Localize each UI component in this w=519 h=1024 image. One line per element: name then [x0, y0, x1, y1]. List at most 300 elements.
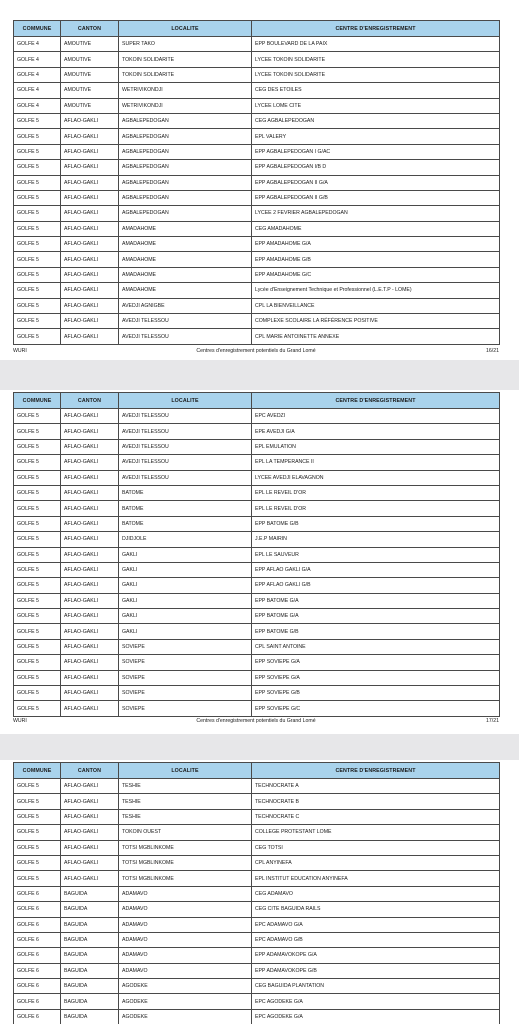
- cell-canton: AMOUTIVE: [61, 67, 119, 82]
- cell-centre: CEG TOTSI: [252, 840, 500, 855]
- table-row: [14, 485, 500, 500]
- cell-centre: EPP AMADAHOME G/B: [252, 252, 500, 267]
- cell-commune: GOLFE 4: [14, 83, 61, 98]
- cell-localite: ADAMAVO: [119, 932, 252, 947]
- table-row: [14, 701, 500, 716]
- cell-commune: GOLFE 5: [14, 686, 61, 701]
- table-row: [14, 314, 500, 329]
- cell-commune: GOLFE 5: [14, 639, 61, 654]
- cell-localite: TESHIE: [119, 809, 252, 824]
- cell-centre: COLLEGE PROTESTANT LOME: [252, 825, 500, 840]
- cell-canton: AFLAO-GAKLI: [61, 329, 119, 344]
- cell-centre: EPP AMADAHOME G/A: [252, 237, 500, 252]
- cell-commune: GOLFE 5: [14, 794, 61, 809]
- table-row: [14, 206, 500, 221]
- cell-canton: AFLAO-GAKLI: [61, 485, 119, 500]
- cell-localite: AGBALEPEDOGAN: [119, 190, 252, 205]
- table-row: [14, 409, 500, 424]
- cell-centre: EPL LE SAUVEUR: [252, 547, 500, 562]
- table-row: [14, 794, 500, 809]
- cell-centre: EPL INSTITUT EDUCATION ANYINEFA: [252, 871, 500, 886]
- cell-localite: ADAMAVO: [119, 886, 252, 901]
- cell-localite: AMADAHOME: [119, 252, 252, 267]
- cell-centre: EPL VALERY: [252, 129, 500, 144]
- table-row: [14, 871, 500, 886]
- cell-canton: AFLAO-GAKLI: [61, 470, 119, 485]
- table-row: [14, 237, 500, 252]
- page-footer: [13, 718, 499, 728]
- cell-localite: TESHIE: [119, 794, 252, 809]
- cell-localite: TESHIE: [119, 779, 252, 794]
- cell-canton: AFLAO-GAKLI: [61, 639, 119, 654]
- cell-canton: AFLAO-GAKLI: [61, 113, 119, 128]
- cell-centre: EPE AVEDJI G/A: [252, 424, 500, 439]
- table-row: [14, 532, 500, 547]
- cell-commune: GOLFE 5: [14, 825, 61, 840]
- cell-localite: GAKLI: [119, 609, 252, 624]
- cell-commune: GOLFE 5: [14, 670, 61, 685]
- cell-canton: AFLAO-GAKLI: [61, 190, 119, 205]
- table-row: [14, 298, 500, 313]
- cell-canton: AFLAO-GAKLI: [61, 237, 119, 252]
- table-row: [14, 917, 500, 932]
- footer-left: WURI: [13, 348, 27, 354]
- cell-localite: AVEDJI TELESSOU: [119, 424, 252, 439]
- cell-centre: CEG AMADAHOME: [252, 221, 500, 236]
- cell-canton: AFLAO-GAKLI: [61, 779, 119, 794]
- table-row: [14, 52, 500, 67]
- cell-localite: AVEDJI TELESSOU: [119, 314, 252, 329]
- footer-page-number: 17/21: [486, 718, 499, 724]
- cell-commune: GOLFE 4: [14, 98, 61, 113]
- cell-canton: AFLAO-GAKLI: [61, 670, 119, 685]
- cell-canton: AFLAO-GAKLI: [61, 655, 119, 670]
- cell-centre: EPP BATOME G/B: [252, 516, 500, 531]
- cell-localite: AVEDJI TELESSOU: [119, 409, 252, 424]
- table-row: [14, 948, 500, 963]
- table-row: [14, 175, 500, 190]
- footer-left: WURI: [13, 718, 27, 724]
- cell-commune: GOLFE 5: [14, 624, 61, 639]
- table-row: [14, 609, 500, 624]
- cell-commune: GOLFE 5: [14, 237, 61, 252]
- cell-centre: CEG AGBALEPEDOGAN: [252, 113, 500, 128]
- cell-canton: AFLAO-GAKLI: [61, 516, 119, 531]
- cell-centre: EPL LE REVEIL D'OR: [252, 485, 500, 500]
- table-row: [14, 329, 500, 344]
- cell-canton: AMOUTIVE: [61, 98, 119, 113]
- table-header-row: [14, 393, 500, 409]
- cell-canton: AFLAO-GAKLI: [61, 144, 119, 159]
- cell-canton: AFLAO-GAKLI: [61, 298, 119, 313]
- cell-centre: EPL EMULATION: [252, 439, 500, 454]
- cell-centre: TECHNOCRATE B: [252, 794, 500, 809]
- table-row: [14, 98, 500, 113]
- cell-centre: LYCEE LOME CITE: [252, 98, 500, 113]
- cell-commune: GOLFE 5: [14, 267, 61, 282]
- cell-commune: GOLFE 5: [14, 206, 61, 221]
- cell-commune: GOLFE 5: [14, 516, 61, 531]
- document-page-16: [0, 0, 519, 360]
- cell-localite: WETRIVIKONDJI: [119, 83, 252, 98]
- cell-canton: AFLAO-GAKLI: [61, 409, 119, 424]
- table-row: [14, 562, 500, 577]
- header-canton: CANTON: [61, 393, 119, 409]
- cell-commune: GOLFE 5: [14, 485, 61, 500]
- cell-commune: GOLFE 5: [14, 501, 61, 516]
- cell-canton: AFLAO-GAKLI: [61, 562, 119, 577]
- cell-commune: GOLFE 5: [14, 779, 61, 794]
- cell-commune: GOLFE 5: [14, 283, 61, 298]
- header-localite: LOCALITE: [119, 21, 252, 37]
- table-row: [14, 129, 500, 144]
- cell-localite: TOKOIN SOLIDARITE: [119, 52, 252, 67]
- cell-centre: EPC AVEDZI: [252, 409, 500, 424]
- cell-canton: AFLAO-GAKLI: [61, 593, 119, 608]
- footer-title: Centres d'enregistrement potentiels du Grand Lomé: [196, 718, 316, 724]
- cell-localite: GAKLI: [119, 593, 252, 608]
- cell-commune: GOLFE 5: [14, 113, 61, 128]
- cell-centre: EPC AGODEKE G/A: [252, 994, 500, 1009]
- cell-centre: COMPLEXE SCOLAIRE LA RÉFÉRENCE POSITIVE: [252, 314, 500, 329]
- header-centre: CENTRE D'ENREGISTREMENT: [252, 393, 500, 409]
- table-row: [14, 840, 500, 855]
- cell-canton: AFLAO-GAKLI: [61, 129, 119, 144]
- cell-commune: GOLFE 4: [14, 37, 61, 52]
- cell-localite: SOVIEPE: [119, 670, 252, 685]
- cell-canton: AFLAO-GAKLI: [61, 314, 119, 329]
- cell-centre: EPP BATOME G/B: [252, 624, 500, 639]
- cell-canton: AMOUTIVE: [61, 52, 119, 67]
- cell-commune: GOLFE 5: [14, 562, 61, 577]
- cell-localite: AGBALEPEDOGAN: [119, 144, 252, 159]
- header-localite: LOCALITE: [119, 393, 252, 409]
- cell-canton: BAGUIDA: [61, 932, 119, 947]
- cell-commune: GOLFE 5: [14, 593, 61, 608]
- cell-canton: BAGUIDA: [61, 886, 119, 901]
- cell-centre: EPP ADAMAVOKOPE G/B: [252, 963, 500, 978]
- cell-canton: AFLAO-GAKLI: [61, 175, 119, 190]
- cell-localite: AVEDJI TELESSOU: [119, 455, 252, 470]
- table-row: [14, 994, 500, 1009]
- cell-commune: GOLFE 5: [14, 470, 61, 485]
- table-row: [14, 578, 500, 593]
- cell-localite: AVEDJI TELESSOU: [119, 329, 252, 344]
- table-row: [14, 283, 500, 298]
- cell-centre: EPL LE REVEIL D'OR: [252, 501, 500, 516]
- cell-commune: GOLFE 6: [14, 994, 61, 1009]
- cell-commune: GOLFE 6: [14, 979, 61, 994]
- cell-localite: AMADAHOME: [119, 283, 252, 298]
- table-row: [14, 501, 500, 516]
- table-row: [14, 190, 500, 205]
- registration-table: [13, 762, 500, 1024]
- table-row: [14, 639, 500, 654]
- cell-centre: EPP SOVIEPE G/C: [252, 701, 500, 716]
- table-header-row: [14, 763, 500, 779]
- cell-localite: SOVIEPE: [119, 639, 252, 654]
- cell-localite: SOVIEPE: [119, 686, 252, 701]
- cell-centre: EPP BOULEVARD DE LA PAIX: [252, 37, 500, 52]
- cell-localite: TOKOIN SOLIDARITE: [119, 67, 252, 82]
- cell-centre: TECHNOCRATE C: [252, 809, 500, 824]
- table-row: [14, 886, 500, 901]
- header-localite: LOCALITE: [119, 763, 252, 779]
- cell-localite: AGBALEPEDOGAN: [119, 206, 252, 221]
- table-row: [14, 593, 500, 608]
- cell-centre: CPL LA BIENVEILLANCE: [252, 298, 500, 313]
- table-row: [14, 424, 500, 439]
- cell-localite: GAKLI: [119, 578, 252, 593]
- registration-table: [13, 392, 500, 717]
- cell-commune: GOLFE 6: [14, 948, 61, 963]
- cell-centre: CPL MARIE ANTOINETTE ANNEXE: [252, 329, 500, 344]
- cell-localite: AMADAHOME: [119, 221, 252, 236]
- cell-localite: GAKLI: [119, 562, 252, 577]
- cell-centre: LYCEE TOKOIN SOLIDARITE: [252, 52, 500, 67]
- cell-canton: AFLAO-GAKLI: [61, 252, 119, 267]
- cell-localite: AVEDJI AGNIGBE: [119, 298, 252, 313]
- header-canton: CANTON: [61, 21, 119, 37]
- cell-localite: ADAMAVO: [119, 902, 252, 917]
- table-row: [14, 547, 500, 562]
- cell-localite: BATOME: [119, 516, 252, 531]
- cell-centre: EPP SOVIEPE G/A: [252, 655, 500, 670]
- cell-canton: AFLAO-GAKLI: [61, 825, 119, 840]
- registration-table: [13, 20, 500, 345]
- cell-centre: LYCEE TOKOIN SOLIDARITE: [252, 67, 500, 82]
- table-row: [14, 37, 500, 52]
- cell-centre: EPP SOVIEPE G/B: [252, 686, 500, 701]
- cell-centre: LYCEE 2 FEVRIER AGBALEPEDOGAN: [252, 206, 500, 221]
- cell-centre: EPP ADAMAVOKOPE G/A: [252, 948, 500, 963]
- cell-canton: AFLAO-GAKLI: [61, 794, 119, 809]
- cell-commune: GOLFE 5: [14, 314, 61, 329]
- table-row: [14, 809, 500, 824]
- table-row: [14, 855, 500, 870]
- table-row: [14, 825, 500, 840]
- header-commune: COMMUNE: [14, 393, 61, 409]
- table-row: [14, 455, 500, 470]
- document-page-17: [0, 390, 519, 734]
- cell-canton: AFLAO-GAKLI: [61, 532, 119, 547]
- cell-canton: AFLAO-GAKLI: [61, 221, 119, 236]
- cell-localite: SOVIEPE: [119, 655, 252, 670]
- cell-localite: ADAMAVO: [119, 948, 252, 963]
- cell-centre: EPP BATOME G/A: [252, 609, 500, 624]
- cell-localite: GAKLI: [119, 547, 252, 562]
- cell-localite: AMADAHOME: [119, 267, 252, 282]
- cell-canton: AFLAO-GAKLI: [61, 424, 119, 439]
- cell-canton: AFLAO-GAKLI: [61, 547, 119, 562]
- cell-commune: GOLFE 5: [14, 701, 61, 716]
- cell-commune: GOLFE 5: [14, 578, 61, 593]
- cell-localite: ADAMAVO: [119, 963, 252, 978]
- cell-centre: EPC AGODEKE G/A: [252, 1009, 500, 1024]
- cell-commune: GOLFE 5: [14, 298, 61, 313]
- table-row: [14, 902, 500, 917]
- footer-page-number: 16/21: [486, 348, 499, 354]
- cell-canton: AFLAO-GAKLI: [61, 455, 119, 470]
- table-row: [14, 1009, 500, 1024]
- cell-canton: AFLAO-GAKLI: [61, 160, 119, 175]
- cell-canton: AFLAO-GAKLI: [61, 439, 119, 454]
- cell-centre: EPP AGBALEPEDOGAN II G/B: [252, 190, 500, 205]
- cell-canton: AFLAO-GAKLI: [61, 840, 119, 855]
- cell-localite: AGBALEPEDOGAN: [119, 160, 252, 175]
- page-separator: [0, 734, 519, 760]
- cell-centre: EPP SOVIEPE G/A: [252, 670, 500, 685]
- cell-centre: EPL LA TEMPERANCE II: [252, 455, 500, 470]
- cell-localite: AGODEKE: [119, 994, 252, 1009]
- document-page-18: [0, 760, 519, 1024]
- cell-localite: ADAMAVO: [119, 917, 252, 932]
- cell-commune: GOLFE 4: [14, 67, 61, 82]
- cell-centre: Lycée d'Enseignement Technique et Professionnel (L.E.T.P - LOME): [252, 283, 500, 298]
- table-row: [14, 144, 500, 159]
- cell-canton: AMOUTIVE: [61, 37, 119, 52]
- cell-commune: GOLFE 5: [14, 655, 61, 670]
- table-row: [14, 83, 500, 98]
- cell-commune: GOLFE 6: [14, 917, 61, 932]
- table-row: [14, 779, 500, 794]
- cell-localite: AGODEKE: [119, 1009, 252, 1024]
- cell-centre: EPP AGBALEPEDOGAN I/B D: [252, 160, 500, 175]
- cell-commune: GOLFE 5: [14, 609, 61, 624]
- cell-canton: AMOUTIVE: [61, 83, 119, 98]
- table-row: [14, 516, 500, 531]
- cell-localite: SOVIEPE: [119, 701, 252, 716]
- header-commune: COMMUNE: [14, 763, 61, 779]
- table-row: [14, 67, 500, 82]
- cell-centre: EPP AFLAO GAKLI G/B: [252, 578, 500, 593]
- cell-canton: AFLAO-GAKLI: [61, 578, 119, 593]
- cell-commune: GOLFE 5: [14, 871, 61, 886]
- cell-commune: GOLFE 5: [14, 160, 61, 175]
- cell-commune: GOLFE 5: [14, 532, 61, 547]
- cell-canton: AFLAO-GAKLI: [61, 809, 119, 824]
- cell-localite: BATOME: [119, 485, 252, 500]
- table-row: [14, 963, 500, 978]
- cell-centre: CPL SAINT ANTOINE: [252, 639, 500, 654]
- cell-commune: GOLFE 5: [14, 329, 61, 344]
- cell-centre: EPC ADAMAVO G/A: [252, 917, 500, 932]
- cell-centre: CEG ADAMAVO: [252, 886, 500, 901]
- cell-canton: BAGUIDA: [61, 1009, 119, 1024]
- cell-centre: EPP AMADAHOME G/C: [252, 267, 500, 282]
- cell-localite: AGBALEPEDOGAN: [119, 129, 252, 144]
- cell-commune: GOLFE 5: [14, 252, 61, 267]
- cell-commune: GOLFE 5: [14, 547, 61, 562]
- cell-centre: CPL ANYINEFA: [252, 855, 500, 870]
- cell-centre: CEG CITE BAGUIDA RAILS: [252, 902, 500, 917]
- header-commune: COMMUNE: [14, 21, 61, 37]
- cell-canton: AFLAO-GAKLI: [61, 855, 119, 870]
- cell-commune: GOLFE 5: [14, 424, 61, 439]
- table-row: [14, 267, 500, 282]
- cell-centre: CEG DES ETOILES: [252, 83, 500, 98]
- cell-localite: AVEDJI TELESSOU: [119, 470, 252, 485]
- cell-canton: BAGUIDA: [61, 994, 119, 1009]
- table-row: [14, 252, 500, 267]
- cell-commune: GOLFE 6: [14, 963, 61, 978]
- table-header-row: [14, 21, 500, 37]
- cell-commune: GOLFE 5: [14, 840, 61, 855]
- cell-localite: BATOME: [119, 501, 252, 516]
- cell-localite: AGBALEPEDOGAN: [119, 113, 252, 128]
- table-row: [14, 160, 500, 175]
- cell-localite: AGBALEPEDOGAN: [119, 175, 252, 190]
- cell-commune: GOLFE 6: [14, 902, 61, 917]
- cell-centre: EPC ADAMAVO G/B: [252, 932, 500, 947]
- cell-localite: DJIDJOLE: [119, 532, 252, 547]
- cell-localite: TOTSI MGBLINKOME: [119, 855, 252, 870]
- cell-localite: AVEDJI TELESSOU: [119, 439, 252, 454]
- cell-localite: TOKOIN OUEST: [119, 825, 252, 840]
- cell-canton: BAGUIDA: [61, 979, 119, 994]
- cell-localite: WETRIVIKONDJI: [119, 98, 252, 113]
- header-canton: CANTON: [61, 763, 119, 779]
- header-centre: CENTRE D'ENREGISTREMENT: [252, 21, 500, 37]
- footer-title: Centres d'enregistrement potentiels du Grand Lomé: [196, 348, 316, 354]
- cell-commune: GOLFE 5: [14, 129, 61, 144]
- cell-canton: BAGUIDA: [61, 902, 119, 917]
- table-row: [14, 655, 500, 670]
- header-centre: CENTRE D'ENREGISTREMENT: [252, 763, 500, 779]
- table-row: [14, 932, 500, 947]
- cell-commune: GOLFE 5: [14, 439, 61, 454]
- cell-canton: AFLAO-GAKLI: [61, 206, 119, 221]
- cell-commune: GOLFE 4: [14, 52, 61, 67]
- table-row: [14, 670, 500, 685]
- cell-commune: GOLFE 5: [14, 855, 61, 870]
- cell-canton: BAGUIDA: [61, 963, 119, 978]
- cell-canton: AFLAO-GAKLI: [61, 624, 119, 639]
- cell-centre: TECHNOCRATE A: [252, 779, 500, 794]
- page-separator: [0, 360, 519, 390]
- cell-canton: AFLAO-GAKLI: [61, 686, 119, 701]
- cell-commune: GOLFE 6: [14, 932, 61, 947]
- cell-localite: TOTSI MGBLINKOME: [119, 840, 252, 855]
- cell-commune: GOLFE 5: [14, 175, 61, 190]
- cell-commune: GOLFE 6: [14, 886, 61, 901]
- cell-centre: CEG BAGUIDA PLANTATION: [252, 979, 500, 994]
- cell-localite: AGODEKE: [119, 979, 252, 994]
- cell-localite: SUPER TAKO: [119, 37, 252, 52]
- cell-canton: AFLAO-GAKLI: [61, 701, 119, 716]
- cell-commune: GOLFE 5: [14, 809, 61, 824]
- cell-commune: GOLFE 5: [14, 221, 61, 236]
- cell-canton: AFLAO-GAKLI: [61, 267, 119, 282]
- cell-canton: BAGUIDA: [61, 917, 119, 932]
- cell-centre: EPP AFLAO GAKLI G/A: [252, 562, 500, 577]
- cell-commune: GOLFE 5: [14, 190, 61, 205]
- table-row: [14, 470, 500, 485]
- cell-commune: GOLFE 5: [14, 144, 61, 159]
- page-footer: [13, 348, 499, 358]
- table-row: [14, 439, 500, 454]
- cell-commune: GOLFE 5: [14, 455, 61, 470]
- cell-canton: AFLAO-GAKLI: [61, 871, 119, 886]
- table-row: [14, 624, 500, 639]
- cell-canton: AFLAO-GAKLI: [61, 609, 119, 624]
- cell-centre: LYCEE AVEDJI ELAVAGNON: [252, 470, 500, 485]
- cell-commune: GOLFE 5: [14, 409, 61, 424]
- cell-centre: EPP AGBALEPEDOGAN II G/A: [252, 175, 500, 190]
- cell-localite: AMADAHOME: [119, 237, 252, 252]
- table-row: [14, 221, 500, 236]
- table-row: [14, 113, 500, 128]
